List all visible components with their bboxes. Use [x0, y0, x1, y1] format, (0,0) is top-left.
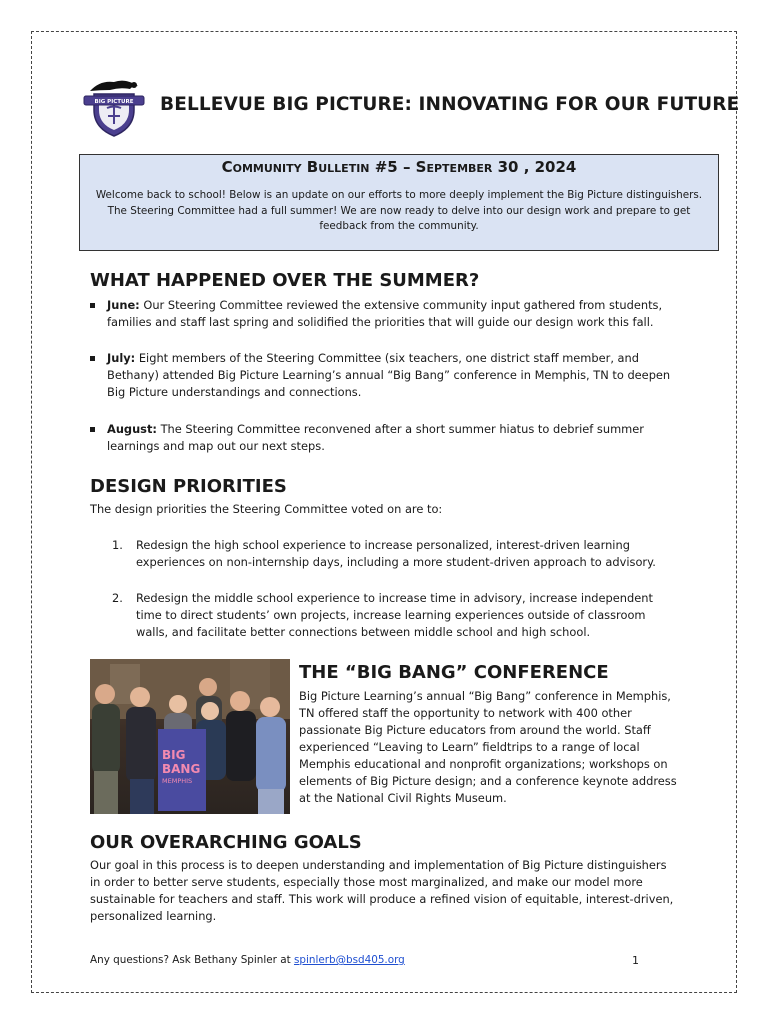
- item-number: 1.: [112, 538, 123, 552]
- main-title: BELLEVUE BIG PICTURE: INNOVATING FOR OUR FUTURE: [160, 94, 740, 115]
- item-text: Redesign the high school experience to increase personalized, interest-driven learning experiences on non-internship days, including a more student-driven approach to advisory.: [136, 538, 656, 569]
- conference-heading: THE “BIG BANG” CONFERENCE: [299, 662, 609, 683]
- panther-crest-icon: [80, 72, 148, 140]
- item-text: Redesign the middle school experience to increase time in advisory, increase independent time to direct students’ own projects, increase learning experiences outside of classroom walls, and facilitate better connections between middle school and high school.: [136, 591, 653, 639]
- bullet-label: June:: [107, 298, 140, 312]
- list-item: [90, 421, 690, 455]
- conference-text: Big Picture Learning’s annual “Big Bang” conference in Memphis, TN offered staff the opportunity to network with 400 other passionate Big Picture educators from around the world. Staff experienced “Leaving to Learn” fieldtrips to a range of local Memphis educational and nonprofit organizations; workshops on elements of Big Picture design; and a conference keynote address at the National Civil Rights Museum.: [299, 689, 677, 805]
- svg-text:BIG PICTURE: BIG PICTURE: [94, 99, 134, 105]
- page-number: 1: [632, 954, 639, 967]
- bullet-label: July:: [107, 351, 136, 365]
- priorities-heading: DESIGN PRIORITIES: [90, 476, 287, 497]
- list-item: [90, 350, 690, 401]
- bullet-square-icon: [90, 356, 95, 361]
- bullet-square-icon: [90, 303, 95, 308]
- bullet-text: Our Steering Committee reviewed the extensive community input gathered from students, families and staff last spring and solidified the priorities that will guide our design work this fall.: [107, 298, 663, 329]
- school-logo: [80, 72, 148, 140]
- footer: [90, 954, 405, 966]
- bullet-label: August:: [107, 422, 157, 436]
- goals-heading: OUR OVERARCHING GOALS: [90, 832, 362, 853]
- list-item: [112, 590, 672, 641]
- footer-prefix: Any questions? Ask Bethany Spinler at: [90, 954, 294, 966]
- svg-text:BANG: BANG: [162, 762, 201, 776]
- list-item: [90, 297, 690, 331]
- bullet-square-icon: [90, 427, 95, 432]
- bulletin-intro: Welcome back to school! Below is an update on our efforts to more deeply implement the Big Picture distinguishers. The Steering Committee had a full summer! We are now ready to delve into our design work and prepare to get feedback from the community.: [95, 189, 703, 232]
- bulletin-title: Community Bulletin #5 – September 30 , 2024: [221, 158, 577, 176]
- svg-text:MEMPHIS: MEMPHIS: [162, 777, 193, 785]
- goals-text: Our goal in this process is to deepen understanding and implementation of Big Picture distinguishers in order to better serve students, especially those most marginalized, and make our model more sustainable for teachers and staff. This work will produce a refined vision of equitable, interest-driven, personalized learning.: [90, 858, 674, 923]
- bullet-text: The Steering Committee reconvened after a short summer hiatus to debrief summer learnings and map out our next steps.: [107, 422, 644, 453]
- priorities-intro: The design priorities the Steering Committee voted on are to:: [90, 502, 443, 516]
- conference-photo: [90, 659, 290, 814]
- summer-heading: WHAT HAPPENED OVER THE SUMMER?: [90, 270, 480, 291]
- list-item: [112, 537, 672, 571]
- bullet-text: Eight members of the Steering Committee (six teachers, one district staff member, and Bethany) attended Big Picture Learning’s annual “Big Bang” conference in Memphis, TN to deepen Big Picture understandings and connections.: [107, 351, 671, 399]
- svg-text:BIG: BIG: [162, 748, 186, 762]
- bulletin-box: [79, 154, 719, 251]
- email-link[interactable]: spinlerb@bsd405.org: [293, 954, 405, 966]
- item-number: 2.: [112, 591, 123, 605]
